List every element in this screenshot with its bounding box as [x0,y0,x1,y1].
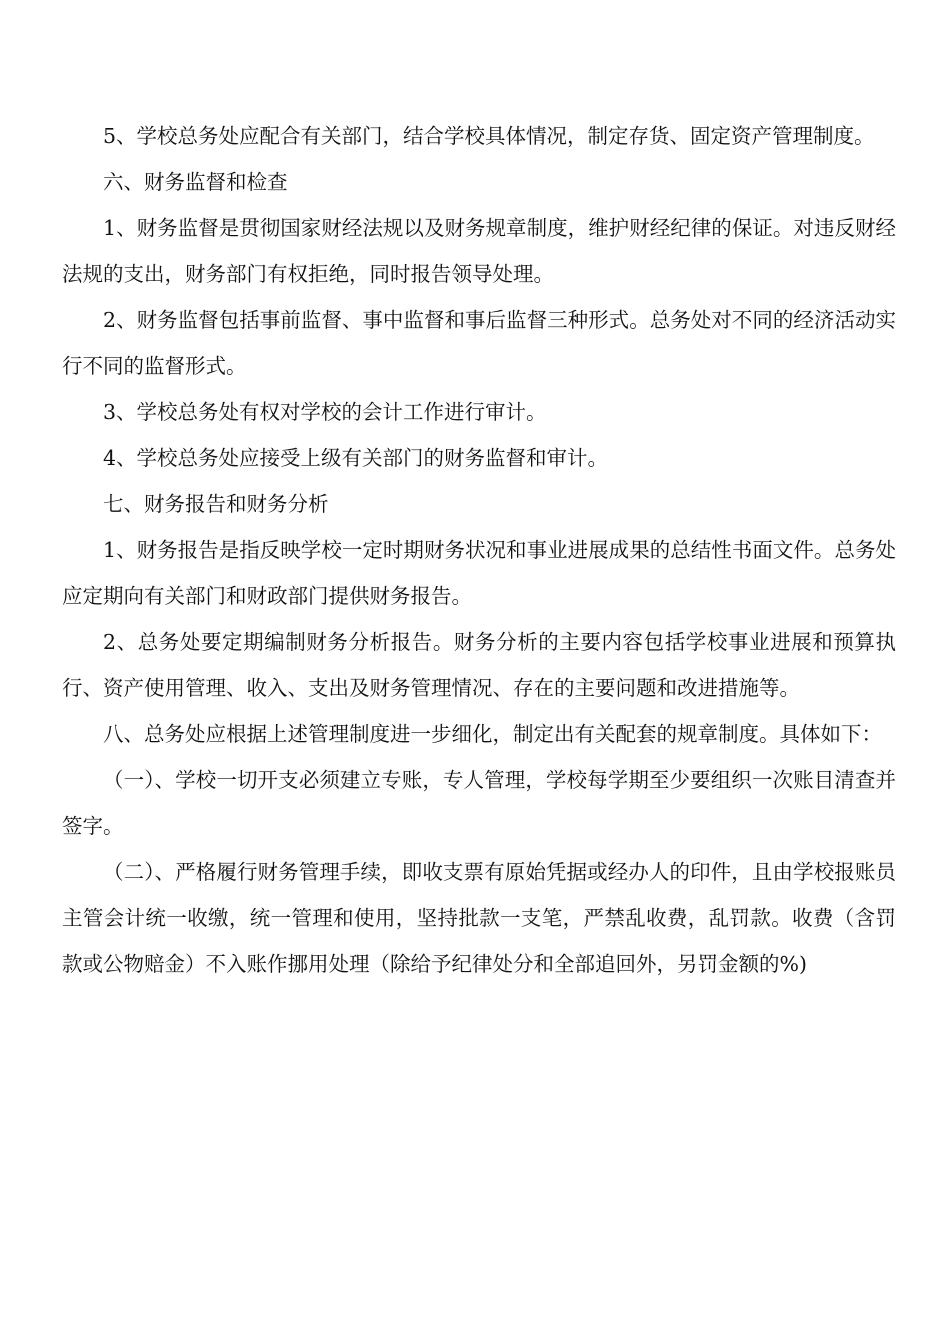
paragraph-item-6-2: 2、财务监督包括事前监督、事中监督和事后监督三种形式。总务处对不同的经济活动实行不同的监督形式。 [62,308,896,378]
paragraph-item-5: 5、学校总务处应配合有关部门，结合学校具体情况，制定存货、固定资产管理制度。 [103,124,875,148]
paragraph-item-6-3: 3、学校总务处有权对学校的会计工作进行审计。 [103,400,547,424]
document-body [62,113,896,987]
paragraph-item-6-1: 1、财务监督是贯彻国家财经法规以及财务规章制度，维护财经纪律的保证。对违反财经法规的支出，财务部门有权拒绝，同时报告领导处理。 [62,216,896,286]
paragraph-item-6-4: 4、学校总务处应接受上级有关部门的财务监督和审计。 [103,446,609,470]
section-heading-6: 六、财务监督和检查 [103,170,288,194]
section-heading-7: 七、财务报告和财务分析 [103,492,329,516]
paragraph-sub-8-2: （二）、严格履行财务管理手续，即收支票有原始凭据或经办人的印件，且由学校报账员主管会计统一收缴，统一管理和使用，坚持批款一支笔，严禁乱收费，乱罚款。收费（含罚款或公物赔金）不入账作挪用处理（除给予纪律处分和全部追回外，另罚金额的%) [62,860,896,976]
paragraph-item-7-2: 2、总务处要定期编制财务分析报告。财务分析的主要内容包括学校事业进展和预算执行、资产使用管理、收入、支出及财务管理情况、存在的主要问题和改进措施等。 [62,630,896,700]
paragraph-item-8: 八、总务处应根据上述管理制度进一步细化，制定出有关配套的规章制度。具体如下： [103,722,882,746]
paragraph-item-7-1: 1、财务报告是指反映学校一定时期财务状况和事业进展成果的总结性书面文件。总务处应定期向有关部门和财政部门提供财务报告。 [62,538,896,608]
paragraph-sub-8-1: （一）、学校一切开支必须建立专账，专人管理，学校每学期至少要组织一次账目清查并签字。 [62,768,896,838]
